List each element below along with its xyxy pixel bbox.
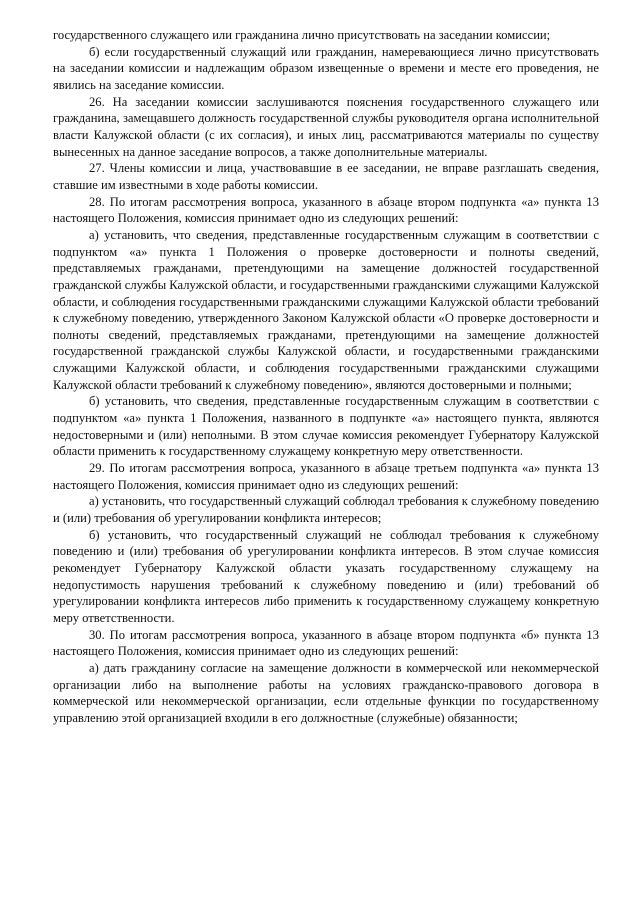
paragraph-29b: б) установить, что государственный служащий не соблюдал требования к служебному поведению и (или) требования об урегулировании конфликта интересов. В этом случае комиссия рекомендует Губернатору Калужской области указать государственному служащему на недопустимость нарушения требований к служебному поведению и (или) требований об урегулировании конфликта интересов либо применить к государственному служащему конкретную меру ответственности. (53, 527, 599, 625)
paragraph-29a: а) установить, что государственный служащий соблюдал требования к служебному поведению и (или) требования об урегулировании конфликта интересов; (53, 494, 599, 526)
paragraph-28b: б) установить, что сведения, представленные государственным служащим в соответствии с подпунктом «а» пункта 1 Положения, названного в подпункте «а» настоящего пункта, являются недостоверными и (или) неполными. В этом случае комиссия рекомендует Губернатору Калужской области применить к государственному служащему конкретную меру ответственности. (53, 394, 599, 459)
paragraph-30a: а) дать гражданину согласие на замещение должности в коммерческой или некоммерческой организации либо на выполнение работы на условиях гражданско-правового договора в коммерческой или некоммерческой организации, если отдельные функции по государственному управлению этой организацией входили в его должностные (служебные) обязанности; (53, 660, 599, 725)
paragraph-30: 30. По итогам рассмотрения вопроса, указанного в абзаце втором подпункта «б» пункта 13 настоящего Положения, комиссия принимает одно из следующих решений: (53, 627, 599, 659)
paragraph-28: 28. По итогам рассмотрения вопроса, указанного в абзаце втором подпункта «а» пункта 13 настоящего Положения, комиссия принимает одно из следующих решений: (53, 194, 599, 226)
paragraph-continuation: государственного служащего или гражданина лично присутствовать на заседании комиссии; (53, 28, 551, 42)
paragraph-27: 27. Члены комиссии и лица, участвовавшие в ее заседании, не вправе разглашать сведения, ставшие им известными в ходе работы комиссии. (53, 161, 599, 192)
document-body (53, 27, 599, 727)
paragraph-25b: б) если государственный служащий или гражданин, намеревающиеся лично присутствовать на заседании комиссии и надлежащим образом извещенные о времени и месте его проведения, не явились на заседание комиссии. (53, 44, 599, 92)
paragraph-26: 26. На заседании комиссии заслушиваются пояснения государственного служащего или гражданина, замещавшего должность государственной службы руководителя органа исполнительной власти Калужской области (с их согласия), и иных лиц, рассматриваются материалы по существу вынесенных на данное заседание вопросов, а также дополнительные материалы. (53, 94, 599, 159)
paragraph-28a: а) установить, что сведения, представленные государственным служащим в соответствии с подпунктом «а» пункта 1 Положения о проверке достоверности и полноты сведений, представляемых гражданами, претендующими на замещение должностей государственной гражданской службы Калужской области, и государственными гражданскими служащими Калужской области, и соблюдения государственными гражданскими служащими Калужской области требований к служебному поведению, утвержденного Законом Калужской области «О проверке достоверности и полноты сведений, представляемых гражданами, претендующими на замещение должностей государственной гражданской службы Калужской области, и государственными гражданскими служащими Калужской области, и соблюдения государственными гражданскими служащими Калужской области требований к служебному поведению», являются достоверными и полными; (53, 227, 600, 392)
paragraph-29: 29. По итогам рассмотрения вопроса, указанного в абзаце третьем подпункта «а» пункта 13 настоящего Положения, комиссия принимает одно из следующих решений: (53, 461, 599, 492)
